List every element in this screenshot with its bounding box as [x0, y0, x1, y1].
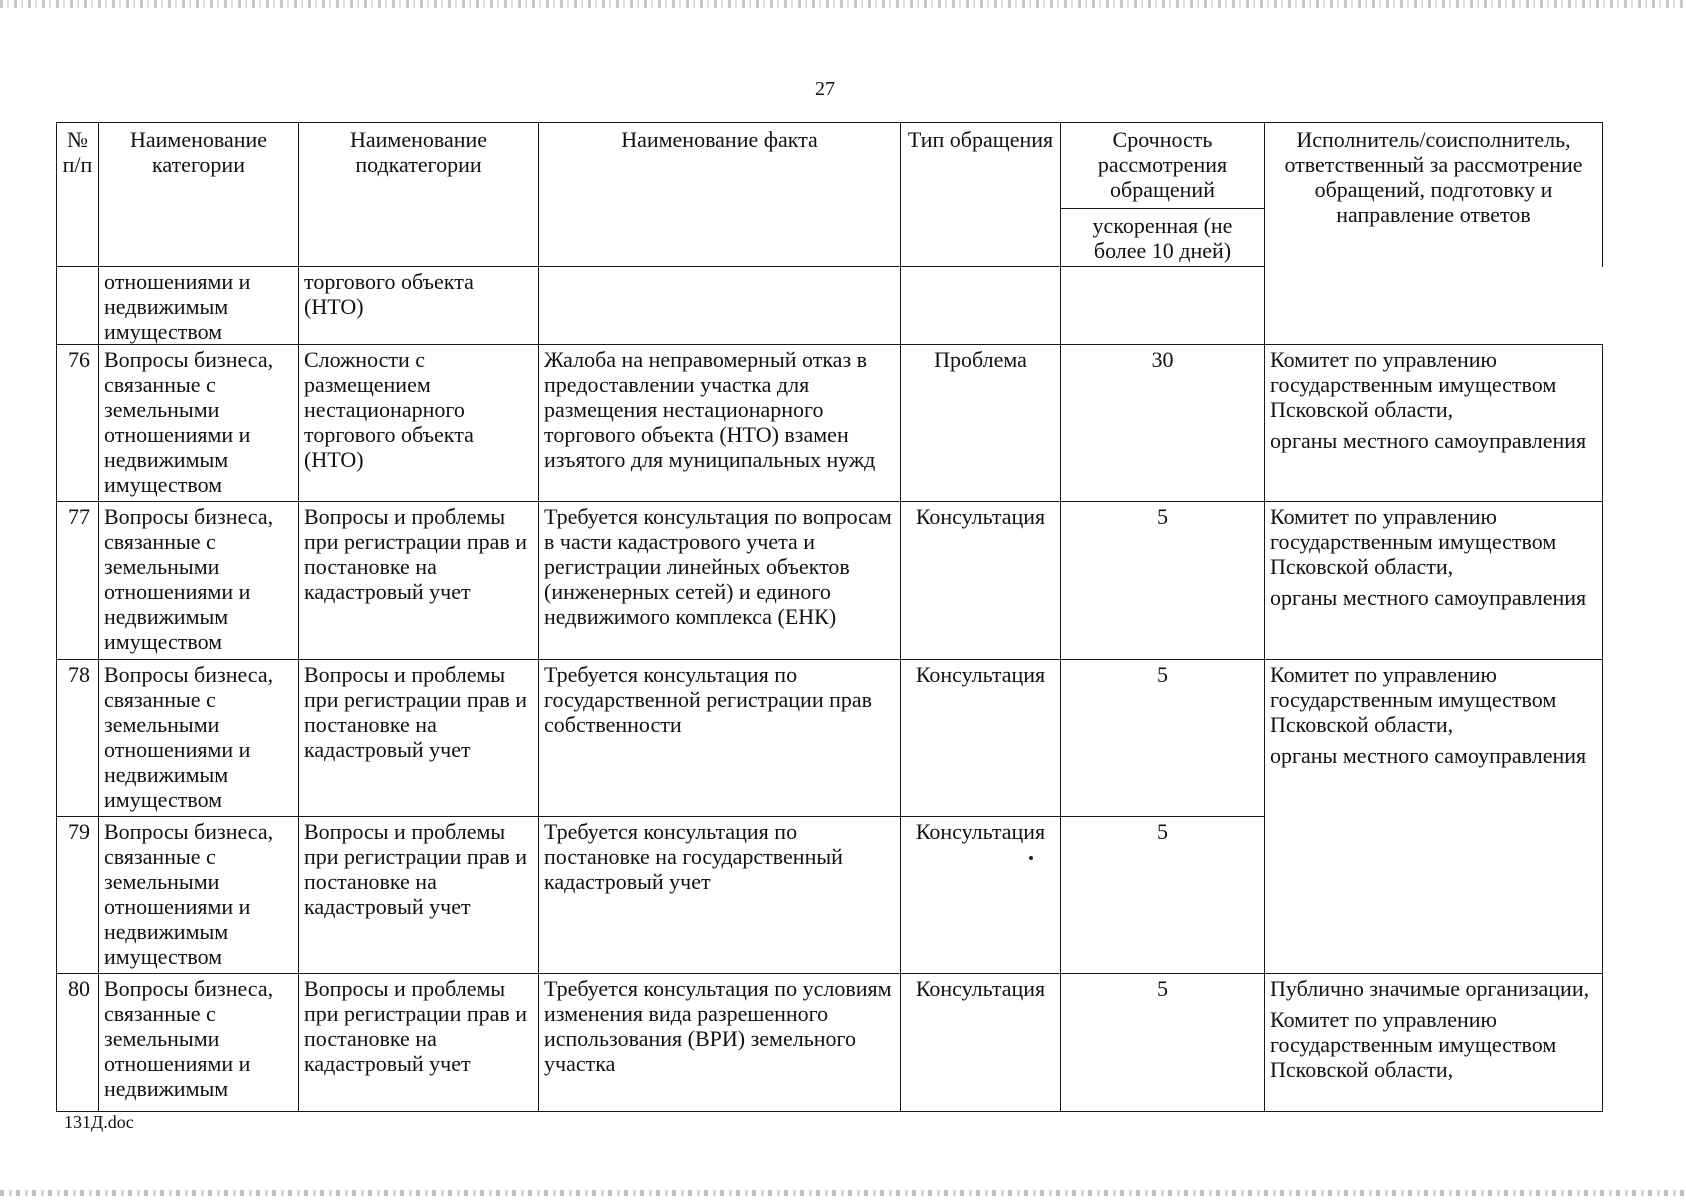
- executor-line: Публично значимые организации,: [1270, 976, 1590, 1001]
- cell-urgency: 5: [1061, 660, 1265, 817]
- cell-category: Вопросы бизнеса, связанные с земельными отношениями и недвижимым имуществом: [99, 345, 299, 502]
- cell-executor: [1265, 660, 1603, 974]
- page-number: 27: [815, 78, 835, 100]
- cell-type: Консультация: [901, 974, 1061, 1112]
- cell-urgency: 30: [1061, 345, 1265, 502]
- cell-category: отношениями и недвижимым имуществом: [99, 267, 299, 345]
- cell-category: Вопросы бизнеса, связанные с земельными отношениями и недвижимым имуществом: [99, 817, 299, 974]
- cell-subcategory: Вопросы и проблемы при регистрации прав и постановке на кадастровый учет: [299, 817, 539, 974]
- cell-fact: [539, 267, 901, 345]
- cell-subcategory: Вопросы и проблемы при регистрации прав и постановке на кадастровый учет: [299, 974, 539, 1112]
- cell-executor: [1265, 974, 1603, 1112]
- cell-fact: Жалоба на неправомерный отказ в предоставлении участка для размещения нестационарного торгового объекта (НТО) взамен изъятого для муниципальных нужд: [539, 345, 901, 502]
- cell-subcategory: Вопросы и проблемы при регистрации прав и постановке на кадастровый учет: [299, 502, 539, 660]
- cell-category: Вопросы бизнеса, связанные с земельными отношениями и недвижимым: [99, 974, 299, 1112]
- header-fact: Наименование факта: [539, 123, 901, 267]
- header-subcategory: Наименование подкатегории: [299, 123, 539, 267]
- cell-executor: [1265, 502, 1603, 660]
- cell-num: 77: [57, 502, 99, 660]
- cell-fact: Требуется консультация по вопросам в части кадастрового учета и регистрации линейных объектов (инженерных сетей) и единого недвижимого комплекса (ЕНК): [539, 502, 901, 660]
- scan-edge-bottom: [0, 1190, 1686, 1196]
- cell-fact: Требуется консультация по постановке на государственный кадастровый учет: [539, 817, 901, 974]
- cell-urgency: [1061, 267, 1265, 345]
- header-category: Наименование категории: [99, 123, 299, 267]
- cell-urgency: 5: [1061, 817, 1265, 974]
- cell-urgency: 5: [1061, 974, 1265, 1112]
- cell-category: Вопросы бизнеса, связанные с земельными отношениями и недвижимым имуществом: [99, 660, 299, 817]
- executor-line: органы местного самоуправления: [1270, 743, 1587, 768]
- registry-table: [56, 122, 1603, 1112]
- table-header: [57, 123, 1603, 267]
- executor-line: Комитет по управлению государственным имуществом Псковской области,: [1270, 347, 1557, 422]
- cell-type: Проблема: [901, 345, 1061, 502]
- header-urgency-accelerated: ускоренная (не более 10 дней): [1061, 209, 1265, 267]
- cell-fact: Требуется консультация по условиям изменения вида разрешенного использования (ВРИ) земельного участка: [539, 974, 901, 1112]
- cell-urgency: 5: [1061, 502, 1265, 660]
- table-row: [57, 502, 1603, 660]
- header-urgency: Срочность рассмотрения обращений: [1061, 123, 1265, 209]
- cell-executor: [1265, 345, 1603, 502]
- cell-subcategory: торгового объекта (НТО): [299, 267, 539, 345]
- cell-num: 78: [57, 660, 99, 817]
- table-row: [57, 345, 1603, 502]
- cell-num: 79: [57, 817, 99, 974]
- cell-type: Консультация: [901, 817, 1061, 974]
- executor-line: Комитет по управлению государственным имуществом Псковской области,: [1270, 1007, 1557, 1082]
- cell-type: [901, 267, 1061, 345]
- executor-line: Комитет по управлению государственным имуществом Псковской области,: [1270, 662, 1557, 737]
- cell-num: 76: [57, 345, 99, 502]
- cell-num: [57, 267, 99, 345]
- header-executor: Исполнитель/соисполнитель, ответственный за рассмотрение обращений, подготовку и направление ответов: [1265, 123, 1603, 267]
- document-filename: 131Д.doc: [64, 1112, 134, 1132]
- cell-category: Вопросы бизнеса, связанные с земельными отношениями и недвижимым имуществом: [99, 502, 299, 660]
- table-row: [57, 974, 1603, 1112]
- cell-type: Консультация: [901, 502, 1061, 660]
- cell-subcategory: Вопросы и проблемы при регистрации прав и постановке на кадастровый учет: [299, 660, 539, 817]
- executor-line: Комитет по управлению государственным имуществом Псковской области,: [1270, 504, 1557, 579]
- scan-artifact-dot: [1029, 856, 1033, 860]
- header-num: № п/п: [57, 123, 99, 267]
- cell-subcategory: Сложности с размещением нестационарного торгового объекта (НТО): [299, 345, 539, 502]
- header-type: Тип обращения: [901, 123, 1061, 267]
- executor-line: органы местного самоуправления: [1270, 428, 1587, 453]
- executor-line: органы местного самоуправления: [1270, 585, 1587, 610]
- scan-edge-top: [0, 0, 1686, 8]
- cell-num: 80: [57, 974, 99, 1112]
- table-row: [57, 660, 1603, 817]
- cell-fact: Требуется консультация по государственной регистрации прав собственности: [539, 660, 901, 817]
- table-row-continuation: [57, 267, 1603, 345]
- cell-type: Консультация: [901, 660, 1061, 817]
